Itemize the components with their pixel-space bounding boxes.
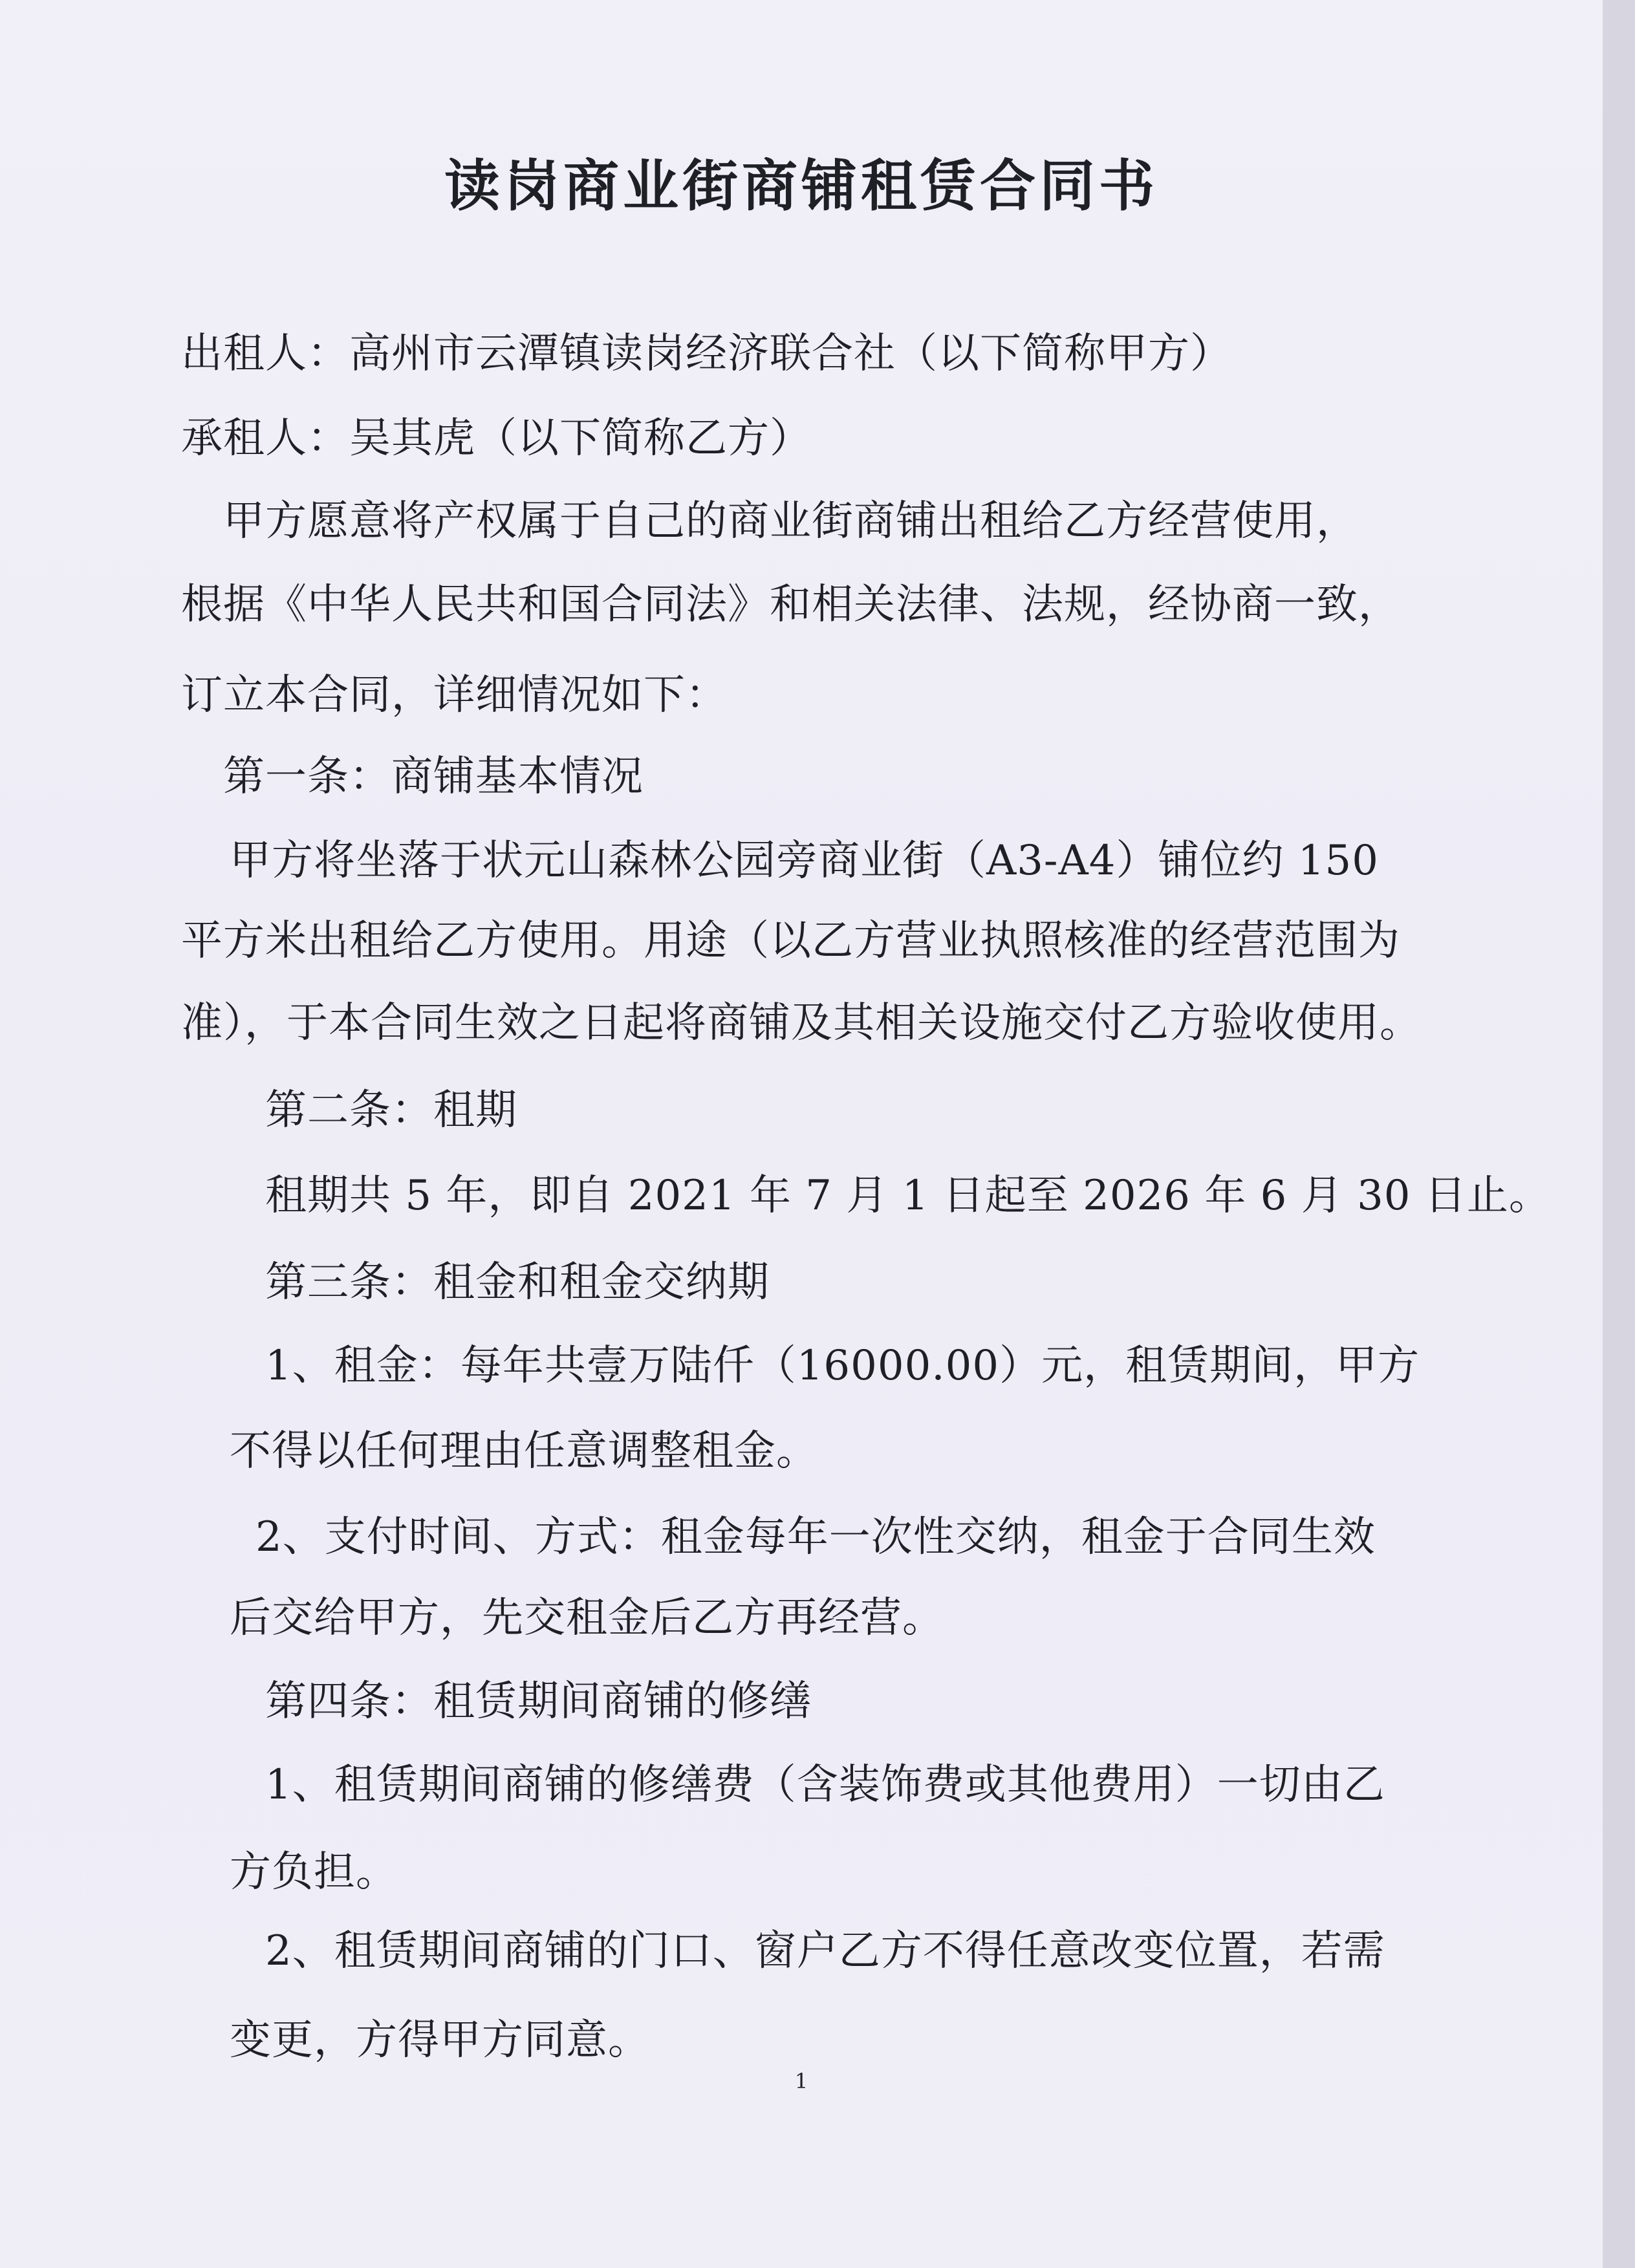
article-4-clause-2: 变更，方得甲方同意。 — [230, 2016, 650, 2064]
article-4-clause-2: 2、租赁期间商铺的门口、窗户乙方不得任意改变位置，若需 — [265, 1927, 1385, 1975]
lessee-line: 承租人：吴其虎（以下简称乙方） — [181, 415, 812, 462]
article-4-clause-1: 1、租赁期间商铺的修缮费（含装饰费或其他费用）一切由乙 — [265, 1761, 1385, 1809]
article-1-line: 平方米出租给乙方使用。用途（以乙方营业执照核准的经营范围为 — [181, 917, 1400, 965]
page-number: 1 — [794, 2069, 808, 2093]
lessor-line: 出租人：高州市云潭镇读岗经济联合社（以下简称甲方） — [181, 330, 1232, 378]
document-title: 读岗商业街商铺租赁合同书 — [444, 153, 1158, 219]
article-2-heading: 第二条：租期 — [265, 1086, 517, 1134]
article-3-clause-2: 2、支付时间、方式：租金每年一次性交纳，租金于合同生效 — [255, 1513, 1376, 1561]
article-1-line: 甲方将坐落于状元山森林公园旁商业街（A3-A4）铺位约 150 — [230, 837, 1379, 885]
article-3-heading: 第三条：租金和租金交纳期 — [265, 1258, 770, 1306]
article-1-line: 准），于本合同生效之日起将商铺及其相关设施交付乙方验收使用。 — [181, 999, 1422, 1047]
article-3-clause-2: 后交给甲方，先交租金后乙方再经营。 — [230, 1594, 944, 1642]
article-4-heading: 第四条：租赁期间商铺的修缮 — [265, 1678, 812, 1725]
intro-line: 甲方愿意将产权属于自己的商业街商铺出租给乙方经营使用， — [223, 497, 1358, 545]
scan-edge — [1603, 0, 1635, 2268]
intro-line: 根据《中华人民共和国合同法》和相关法律、法规，经协商一致， — [181, 581, 1400, 629]
intro-line: 订立本合同，详细情况如下： — [181, 671, 728, 719]
article-3-clause-1: 不得以任何理由任意调整租金。 — [230, 1427, 818, 1475]
article-1-heading: 第一条：商铺基本情况 — [223, 753, 644, 801]
article-4-clause-1: 方负担。 — [230, 1848, 398, 1896]
article-3-clause-1: 1、租金：每年共壹万陆仟（16000.00）元，租赁期间，甲方 — [265, 1342, 1420, 1390]
article-2-text: 租期共 5 年，即自 2021 年 7 月 1 日起至 2026 年 6 月 30 日止。 — [265, 1172, 1551, 1220]
